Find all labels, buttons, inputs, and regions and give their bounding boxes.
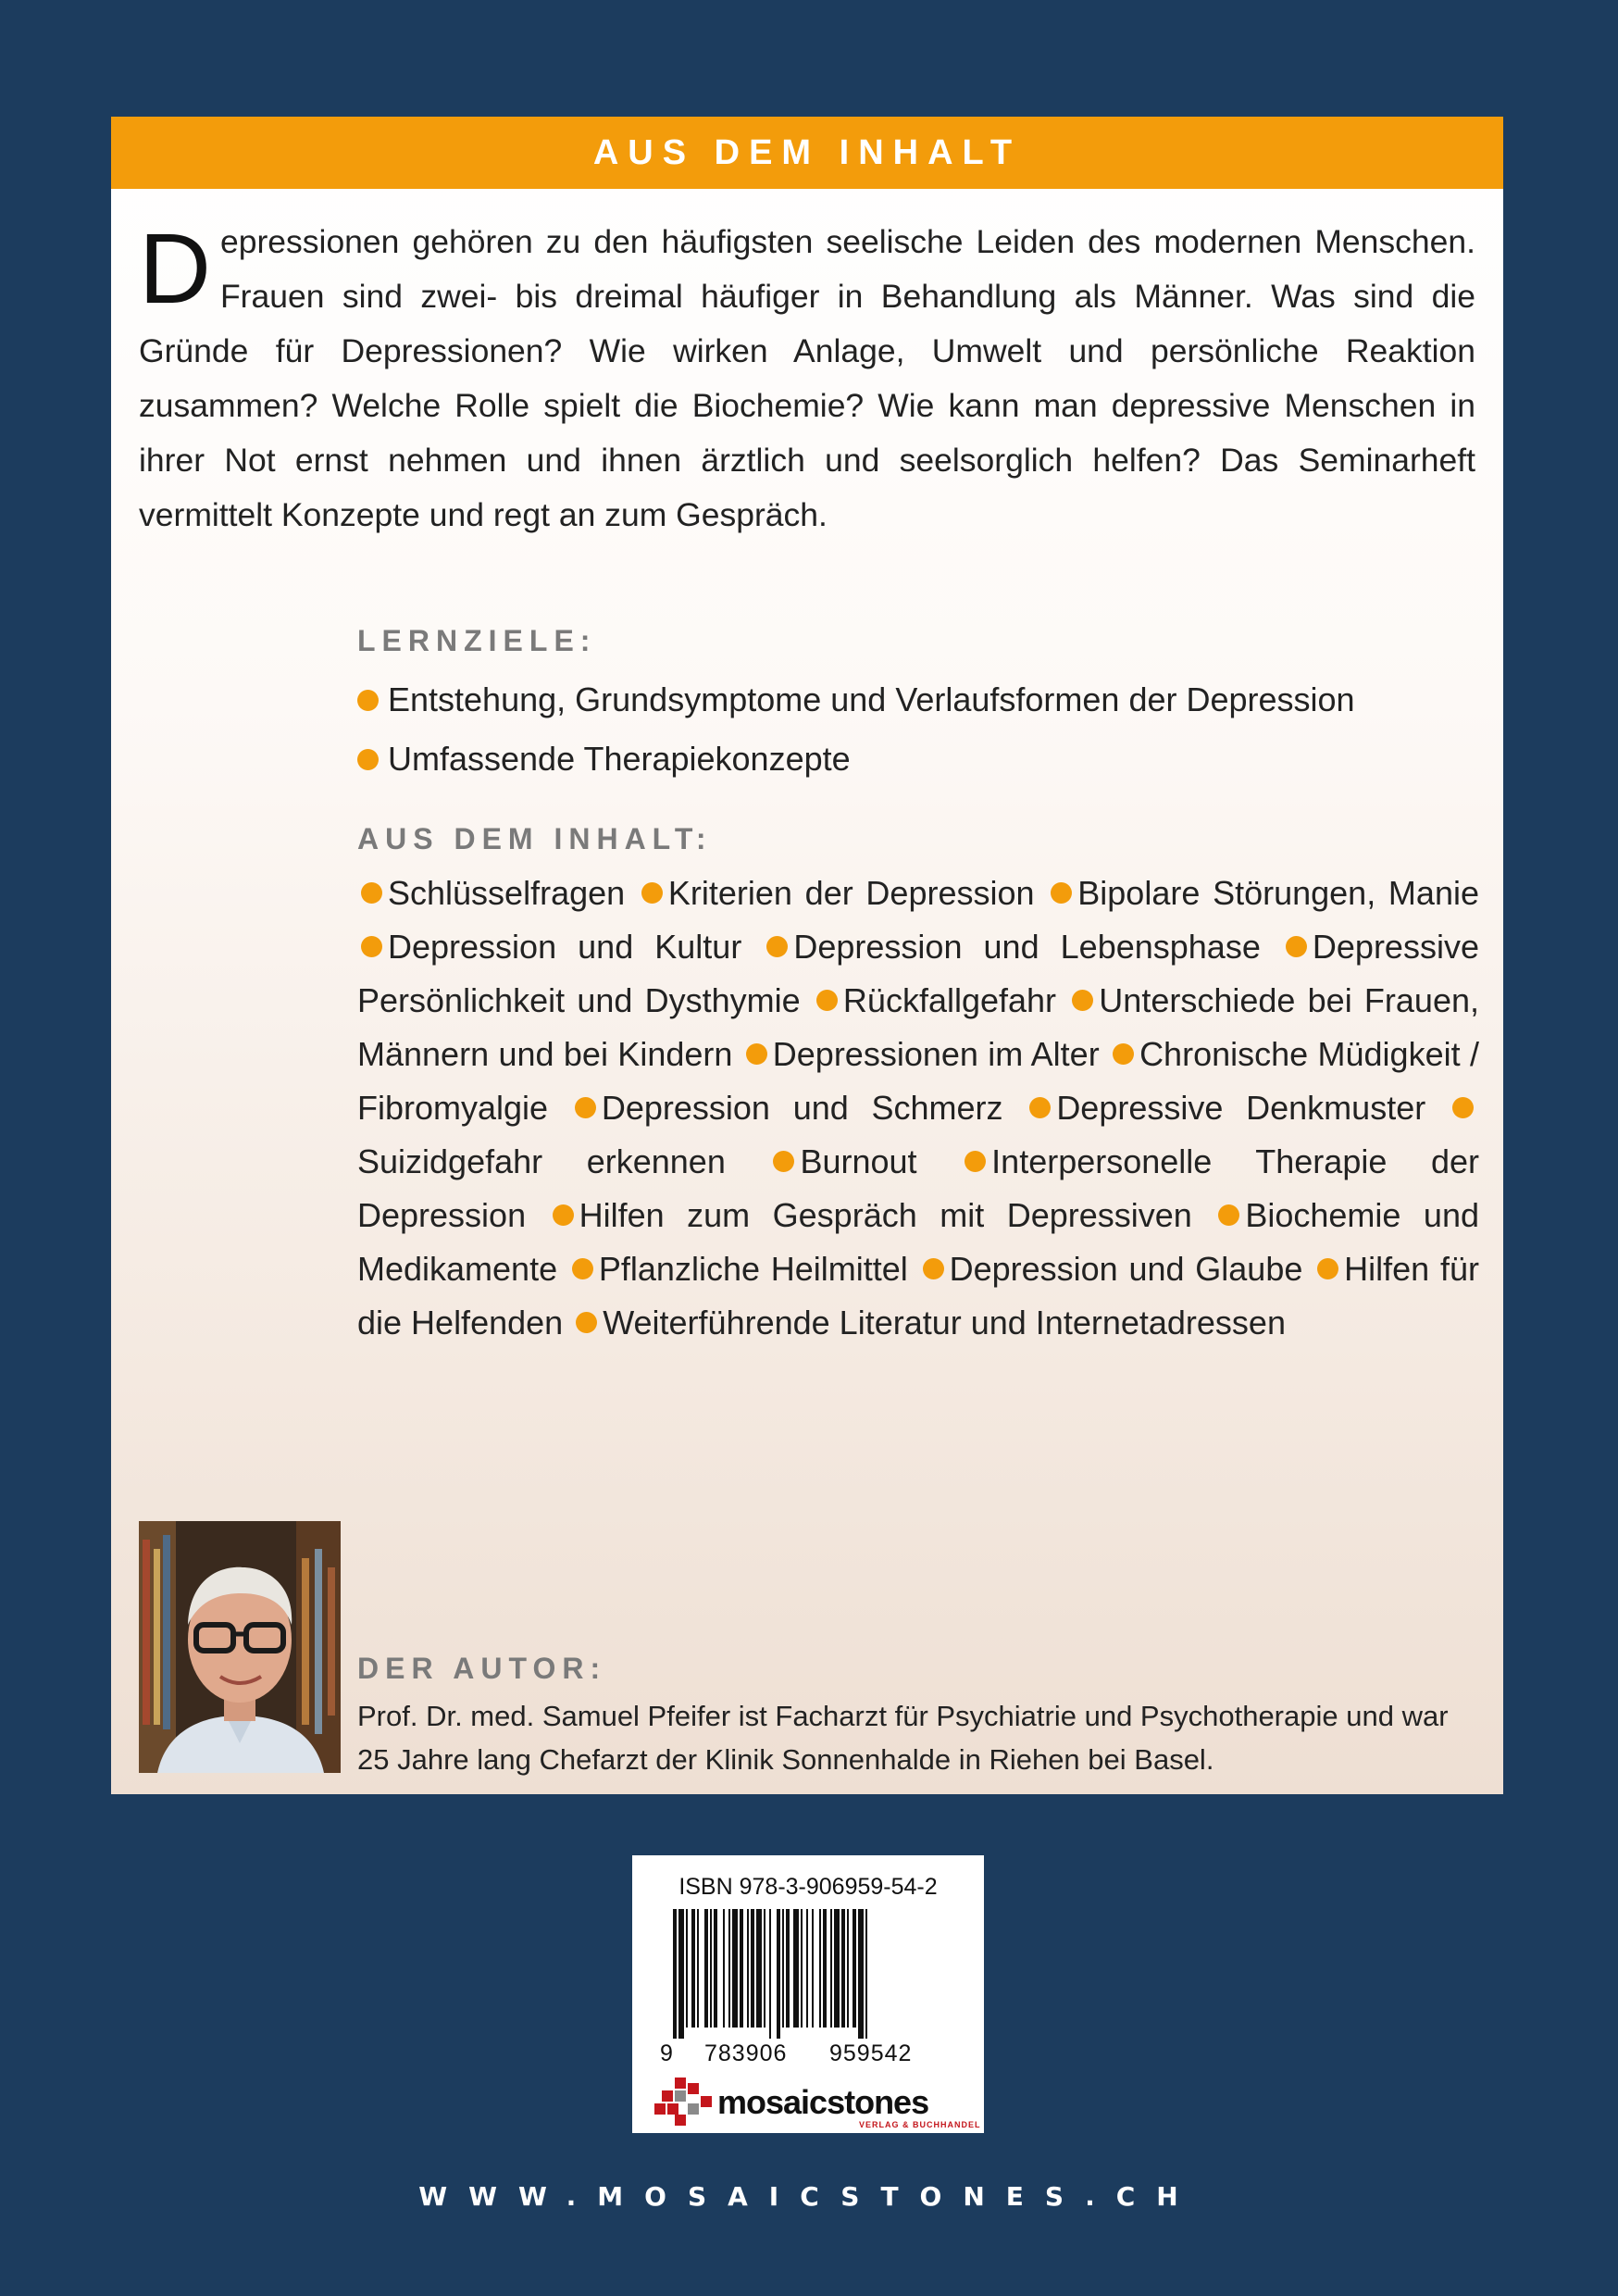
- section-header: AUS DEM INHALT: [111, 117, 1503, 189]
- bullet-dot-icon: [553, 1204, 574, 1226]
- list-item: Biochemie und Medikamente: [357, 1196, 1479, 1288]
- website-url[interactable]: WWW.MOSAICSTONES.CH: [418, 2181, 1200, 2212]
- list-item: Depression und Lebensphase: [793, 928, 1261, 966]
- bullet-dot-icon: [641, 882, 663, 904]
- bullet-dot-icon: [575, 1097, 596, 1118]
- author-portrait: [139, 1521, 341, 1773]
- intro-text: epressionen gehören zu den häufigsten seelische Leiden des modernen Menschen. Frauen sind zwei- bis dreimal häufiger in Behandlung als Männer. Was sind die Gründe für Depressionen? Wie wirken Anlage, Umwelt und persönliche Reaktion zusammen? Welche Rolle spielt die Biochemie? Wie kann man depressive Menschen in ihrer Not ernst nehmen und ihnen ärztlich und seelsorglich helfen? Das Seminarheft vermittelt Konzepte und regt an zum Gespräch.: [139, 223, 1475, 533]
- list-item: Hilfen für die Helfenden: [357, 1250, 1479, 1341]
- list-item: Unterschiede bei Frauen, Männern und bei Kindern: [357, 981, 1479, 1073]
- list-item: Depression und Schmerz: [601, 1089, 1003, 1127]
- isbn-number: ISBN 978-3-906959-54-2: [678, 1874, 938, 1900]
- intro-paragraph: [139, 212, 1475, 543]
- author-bio: Prof. Dr. med. Samuel Pfeifer ist Facharzt für Psychiatrie und Psychotherapie und war 25 Jahre lang Chefarzt der Klinik Sonnenhalde in Riehen bei Basel.: [357, 1700, 1449, 1776]
- bullet-dot-icon: [816, 990, 838, 1011]
- barcode-icon: [673, 1909, 943, 2039]
- list-item: Depressive Denkmuster: [1056, 1089, 1426, 1127]
- bullet-dot-icon: [361, 882, 382, 904]
- isbn-digits-left: 783906: [704, 2040, 788, 2066]
- bullet-dot-icon: [1286, 936, 1307, 957]
- learning-goals-label: LERNZIELE:: [357, 624, 597, 657]
- publisher-tagline: VERLAG & BUCHHANDEL: [859, 2120, 981, 2129]
- bullet-dot-icon: [766, 936, 788, 957]
- bullet-dot-icon: [1051, 882, 1072, 904]
- isbn-digits-right: 959542: [829, 2040, 913, 2066]
- list-item: Hilfen zum Gespräch mit Depressiven: [579, 1196, 1192, 1234]
- bullet-dot-icon: [1452, 1097, 1474, 1118]
- list-item: Umfassende Therapiekonzepte: [357, 730, 1477, 789]
- bullet-dot-icon: [576, 1312, 597, 1333]
- bullet-dot-icon: [361, 936, 382, 957]
- bullet-dot-icon: [357, 749, 379, 770]
- bullet-dot-icon: [1029, 1097, 1051, 1118]
- isbn-digit-lead: 9: [660, 2040, 674, 2066]
- list-item: Schlüsselfragen: [388, 874, 626, 912]
- bullet-dot-icon: [923, 1258, 944, 1279]
- bullet-dot-icon: [746, 1043, 767, 1065]
- publisher-name: mosaicstones: [717, 2083, 929, 2121]
- bullet-dot-icon: [1072, 990, 1093, 1011]
- bullet-dot-icon: [1113, 1043, 1134, 1065]
- list-item: Kriterien der Depression: [667, 874, 1035, 912]
- bullet-dot-icon: [572, 1258, 593, 1279]
- bullet-dot-icon: [773, 1151, 794, 1172]
- list-item: Entstehung, Grundsymptome und Verlaufsformen der Depression: [357, 670, 1477, 730]
- isbn-barcode-box: [632, 1855, 984, 2133]
- list-item: Rückfallgefahr: [842, 981, 1057, 1019]
- list-item: Suizidgefahr erkennen: [357, 1142, 726, 1180]
- list-item: Weiterführende Literatur und Internetadressen: [603, 1304, 1286, 1341]
- list-item: Depression und Glaube: [949, 1250, 1303, 1288]
- list-item: Depression und Kultur: [388, 928, 742, 966]
- list-item: Depressive Persönlichkeit und Dysthymie: [357, 928, 1479, 1019]
- mosaicstones-logo-icon: [654, 2078, 716, 2126]
- list-item: Chronische Müdigkeit / Fibromyalgie: [357, 1035, 1479, 1127]
- bullet-dot-icon: [1317, 1258, 1338, 1279]
- list-item: Interpersonelle Therapie der Depression: [357, 1142, 1479, 1234]
- list-item: Bipolare Störungen, Manie: [1077, 874, 1479, 912]
- learning-goals-list: [357, 670, 1477, 789]
- list-item: Burnout: [800, 1142, 917, 1180]
- author-label: DER AUTOR:: [357, 1652, 607, 1685]
- contents-list: [357, 867, 1479, 1350]
- bullet-dot-icon: [1218, 1204, 1239, 1226]
- list-item: Pflanzliche Heilmittel: [598, 1250, 908, 1288]
- bullet-dot-icon: [357, 690, 379, 711]
- list-item: Depressionen im Alter: [772, 1035, 1100, 1073]
- content-panel: [111, 117, 1503, 1794]
- bullet-dot-icon: [965, 1151, 986, 1172]
- drop-cap: D: [139, 212, 211, 324]
- contents-label: AUS DEM INHALT:: [357, 822, 713, 855]
